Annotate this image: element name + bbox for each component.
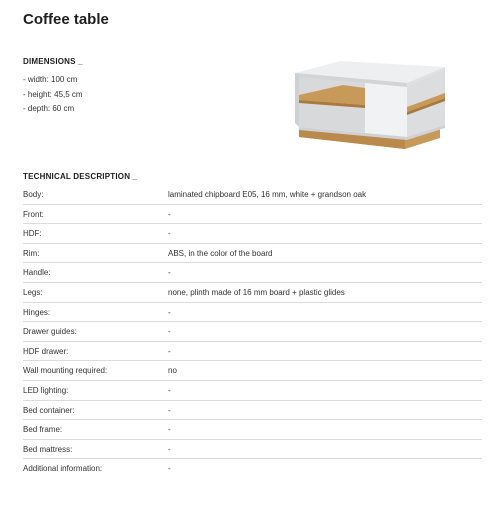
technical-description-heading: TECHNICAL DESCRIPTION _ bbox=[23, 172, 138, 181]
spec-row-led-lighting bbox=[23, 381, 482, 401]
spec-row-handle bbox=[23, 263, 482, 283]
spec-row-rim bbox=[23, 244, 482, 264]
spec-row-front bbox=[23, 205, 482, 225]
spec-row-legs bbox=[23, 283, 482, 303]
spec-row-bed-container bbox=[23, 401, 482, 421]
spec-value: - bbox=[168, 229, 171, 239]
spec-row-hdf bbox=[23, 224, 482, 244]
spec-value: laminated chipboard E05, 16 mm, white + grandson oak bbox=[168, 190, 367, 199]
spec-row-bed-mattress bbox=[23, 440, 482, 460]
spec-row-drawer-guides bbox=[23, 322, 482, 342]
spec-label: Bed container: bbox=[23, 405, 75, 415]
spec-value: - bbox=[168, 444, 171, 454]
spec-value: - bbox=[168, 268, 171, 278]
spec-label: Additional information: bbox=[23, 464, 103, 474]
spec-row-additional-information bbox=[23, 459, 482, 479]
spec-value: - bbox=[168, 307, 171, 317]
spec-label: Handle: bbox=[23, 268, 51, 278]
spec-label: Rim: bbox=[23, 248, 40, 258]
spec-label: Body: bbox=[23, 190, 44, 199]
page-title: Coffee table bbox=[23, 11, 109, 28]
spec-value: no bbox=[168, 366, 177, 376]
coffee-table-image bbox=[285, 55, 450, 155]
spec-value: - bbox=[168, 327, 171, 337]
dimension-width: - width: 100 cm bbox=[23, 75, 78, 84]
spec-label: HDF drawer: bbox=[23, 346, 69, 356]
spec-row-hinges bbox=[23, 303, 482, 323]
spec-label: Bed mattress: bbox=[23, 444, 73, 454]
spec-label: HDF: bbox=[23, 229, 42, 239]
spec-label: Wall mounting required: bbox=[23, 366, 108, 376]
dimensions-heading: DIMENSIONS _ bbox=[23, 57, 83, 66]
spec-row-hdf-drawer bbox=[23, 342, 482, 362]
spec-row-body bbox=[23, 185, 482, 205]
spec-label: Legs: bbox=[23, 287, 43, 297]
spec-label: Drawer guides: bbox=[23, 327, 77, 337]
spec-row-bed-frame bbox=[23, 420, 482, 440]
technical-spec-table bbox=[23, 185, 482, 479]
spec-value: - bbox=[168, 425, 171, 435]
dimension-height: - height: 45,5 cm bbox=[23, 89, 83, 99]
spec-value: none, plinth made of 16 mm board + plastic glides bbox=[168, 287, 345, 297]
dimensions-list bbox=[23, 75, 83, 119]
spec-label: Hinges: bbox=[23, 307, 51, 317]
spec-value: ABS, in the color of the board bbox=[168, 248, 273, 258]
spec-value: - bbox=[168, 346, 171, 356]
spec-label: Bed frame: bbox=[23, 425, 63, 435]
spec-value: - bbox=[168, 405, 171, 415]
spec-label: LED lighting: bbox=[23, 385, 69, 395]
spec-value: - bbox=[168, 209, 171, 219]
spec-row-wall-mounting bbox=[23, 361, 482, 381]
spec-value: - bbox=[168, 385, 171, 395]
spec-value: - bbox=[168, 464, 171, 474]
spec-label: Front: bbox=[23, 209, 44, 219]
dimension-depth: - depth: 60 cm bbox=[23, 104, 75, 114]
